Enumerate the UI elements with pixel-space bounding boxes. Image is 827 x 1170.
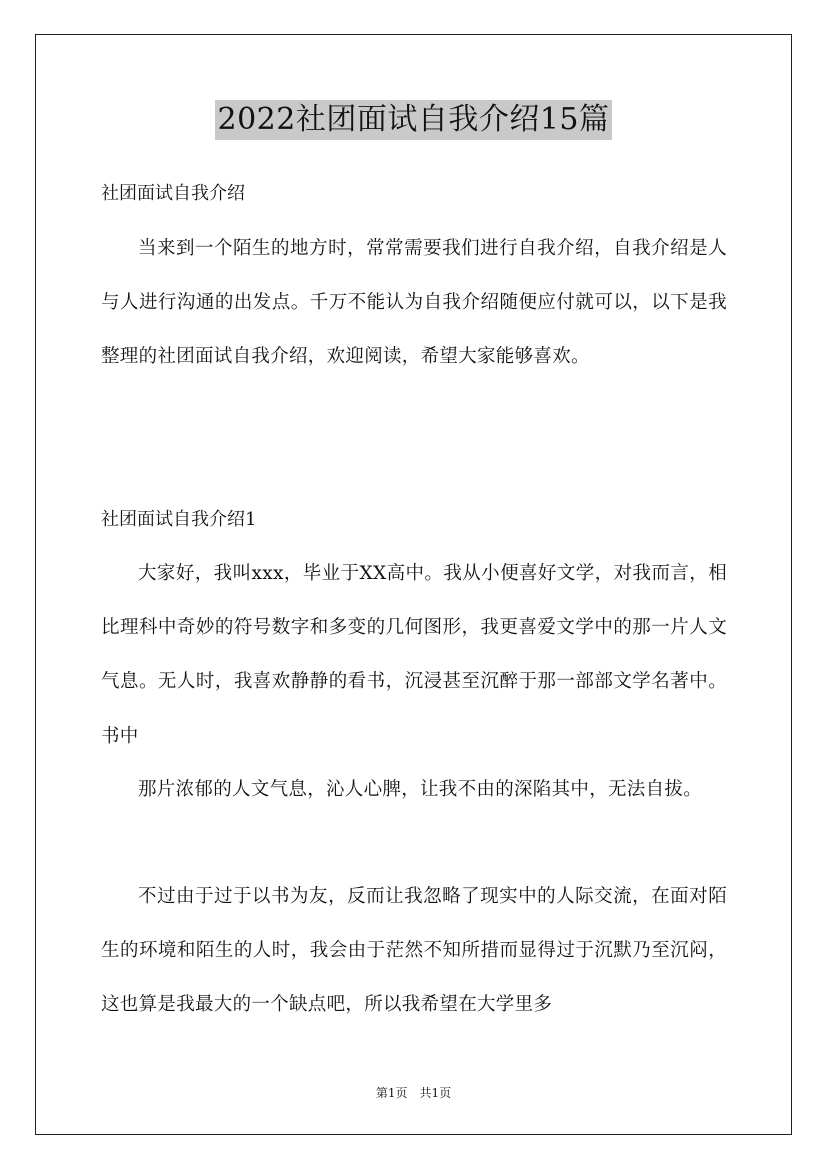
intro-paragraph: 当来到一个陌生的地方时，常常需要我们进行自我介绍，自我介绍是人与人进行沟通的出发点。千万不能认为自我介绍随便应付就可以，以下是我整理的社团面试自我介绍，欢迎阅读，希望大家能够喜欢。 <box>101 238 727 368</box>
section-heading-intro: 社团面试自我介绍 <box>101 183 245 204</box>
body-paragraph: 大家好，我叫xxx，毕业于XX高中。我从小便喜好文学，对我而言，相比理科中奇妙的符号数字和多变的几何图形，我更喜爱文学中的那一片人文气息。无人时，我喜欢静静的看书，沉浸甚至沉醉于那一部部文学名著中。书中 <box>101 563 727 747</box>
title-container <box>0 100 827 140</box>
body-paragraph: 不过由于过于以书为友，反而让我忽略了现实中的人际交流，在面对陌生的环境和陌生的人时，我会由于茫然不知所措而显得过于沉默乃至沉闷，这也算是我最大的一个缺点吧，所以我希望在大学里多 <box>101 886 727 1016</box>
document-title: 2022社团面试自我介绍15篇 <box>215 100 611 140</box>
section-heading-1: 社团面试自我介绍1 <box>101 509 257 530</box>
page-footer: 第1页 共1页 <box>375 1086 452 1100</box>
body-paragraph: 那片浓郁的人文气息，沁人心脾，让我不由的深陷其中，无法自拔。 <box>138 779 703 800</box>
